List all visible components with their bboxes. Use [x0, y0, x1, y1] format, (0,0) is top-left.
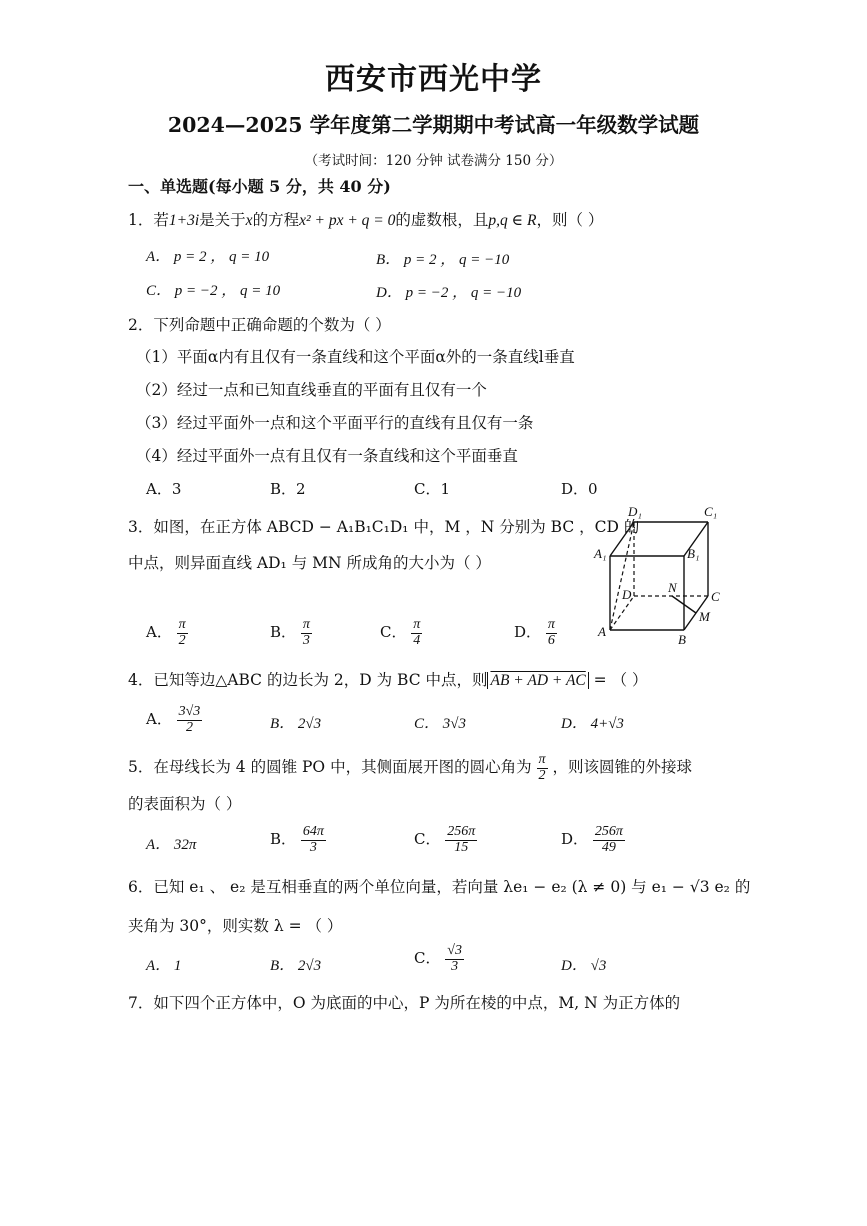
question-1-stem: 1．若1+3i是关于x的方程x² + px + q = 0的虚数根，且p,q ∈ R，则（ ）	[128, 211, 604, 229]
label-D1: D₁	[628, 504, 642, 519]
question-1-option-d[interactable]: D． p = −2 ， q = −10	[376, 285, 522, 301]
label-M: M	[699, 609, 710, 624]
label-B1: B₁	[687, 546, 700, 561]
question-6-option-d[interactable]: D． √3	[561, 958, 607, 974]
question-4-option-c[interactable]: C． 3√3	[414, 716, 466, 732]
label-C1: C₁	[704, 504, 718, 519]
label-A1: A₁	[594, 546, 607, 561]
label-D: D	[622, 587, 632, 602]
question-5-line-2: 的表面积为（ ）	[128, 795, 242, 813]
question-5-option-a[interactable]: A． 32π	[146, 837, 197, 853]
exam-title: 2024—2025 学年度第二学期期中考试高一年级数学试题	[167, 113, 700, 137]
question-7-line-1: 7．如下四个正方体中，O 为底面的中心，P 为所在棱的中点，M, N 为正方体的	[128, 994, 681, 1012]
question-6-option-a[interactable]: A． 1	[146, 958, 182, 974]
question-2-statement-2: （2）经过一点和已知直线垂直的平面有且仅有一个	[136, 381, 487, 399]
cube-figure	[592, 500, 732, 650]
question-2-stem: 2．下列命题中正确命题的个数为（ ）	[128, 316, 391, 334]
question-6-line-1: 6．已知 e₁ 、 e₂ 是互相垂直的两个单位向量，若向量 λe₁ − e₂ (λ ≠ 0) 与 e₁ − √3 e₂ 的	[128, 878, 751, 896]
question-3-line-1: 3．如图，在正方体 ABCD − A₁B₁C₁D₁ 中，M ，N 分别为 BC ，CD 的	[128, 518, 640, 536]
question-5-option-d[interactable]: D． $\frac{256\pi}{49}$	[561, 824, 623, 855]
question-4-option-a[interactable]: A． $\frac{3√3}{2}$	[146, 704, 201, 735]
label-C: C	[711, 589, 720, 604]
question-5-option-b[interactable]: B． $\frac{64\pi}{3}$	[270, 824, 324, 855]
label-N: N	[668, 580, 677, 595]
label-B: B	[678, 632, 686, 647]
question-1-option-c[interactable]: C． p = −2 ， q = 10	[146, 283, 281, 299]
question-2-option-b[interactable]: B．2	[270, 480, 306, 498]
question-5-option-c[interactable]: C． $\frac{256\pi}{15}$	[414, 824, 476, 855]
question-1-option-b[interactable]: B． p = 2 ， q = −10	[376, 252, 510, 268]
question-4-option-d[interactable]: D． 4+√3	[561, 716, 624, 732]
question-6-option-c[interactable]: C． $\frac{√3}{3}$	[414, 943, 462, 974]
question-2-option-a[interactable]: A．3	[146, 480, 182, 498]
question-4-option-b[interactable]: B． 2√3	[270, 716, 322, 732]
question-3-option-c[interactable]: C． $\frac{\pi}{4}$	[380, 617, 421, 648]
label-A: A	[598, 624, 606, 639]
question-2-statement-3: （3）经过平面外一点和这个平面平行的直线有且仅有一条	[136, 414, 534, 432]
question-1-option-a[interactable]: A． p = 2 ， q = 10	[146, 249, 270, 265]
question-4-stem: 4．已知等边△ABC 的边长为 2，D 为 BC 中点，则 AB + AD + AC = （ ）	[128, 671, 648, 689]
question-3-option-b[interactable]: B． $\frac{\pi}{3}$	[270, 617, 310, 648]
question-2-option-d[interactable]: D．0	[561, 480, 598, 498]
question-3-option-a[interactable]: A． $\frac{\pi}{2}$	[146, 617, 186, 648]
question-3-option-d[interactable]: D． $\frac{\pi}{6}$	[514, 617, 555, 648]
question-2-option-c[interactable]: C．1	[414, 480, 451, 498]
exam-info: （考试时间：120 分钟 试卷满分 150 分）	[304, 153, 563, 169]
question-2-statement-4: （4）经过平面外一点有且仅有一条直线和这个平面垂直	[136, 447, 518, 465]
question-3-line-2: 中点，则异面直线 AD₁ 与 MN 所成角的大小为（ ）	[128, 554, 491, 572]
question-2-statement-1: （1）平面α内有且仅有一条直线和这个平面α外的一条直线l垂直	[136, 348, 575, 366]
question-5-line-1: 5．在母线长为 4 的圆锥 PO 中，其侧面展开图的圆心角为 $\frac{\pi}{2}$ ，则该圆锥的外接球	[128, 752, 692, 783]
section-heading: 一、单选题(每小题 5 分，共 40 分)	[128, 177, 391, 196]
school-title: 西安市西光中学	[325, 62, 542, 97]
question-6-line-2: 夹角为 30°，则实数 λ = （ ）	[128, 917, 343, 935]
question-6-option-b[interactable]: B． 2√3	[270, 958, 322, 974]
